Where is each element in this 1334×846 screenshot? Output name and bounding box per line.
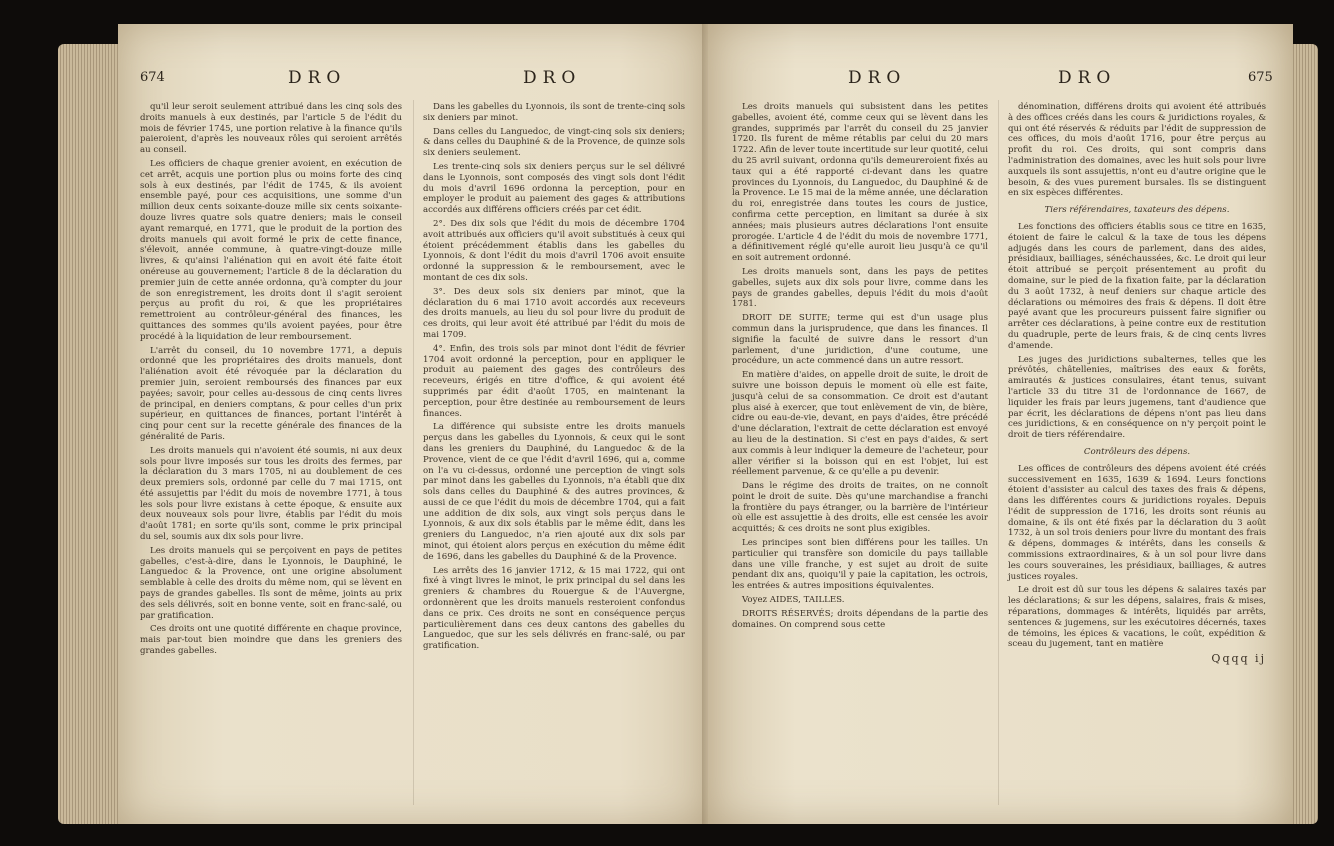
text-column — [140, 102, 402, 660]
paragraph: DROITS RÉSERVÉS; droits dépendans de la partie des domaines. On comprend sous cette — [732, 608, 988, 630]
paragraph: Voyez AIDES, TAILLES. — [742, 595, 845, 606]
open-book — [18, 14, 1318, 836]
page-number: 675 — [1248, 70, 1273, 85]
running-header: DRO — [1058, 68, 1117, 88]
paragraph: Les trente-cinq sols six deniers perçus sur le sel délivré dans le Lyonnois, sont composés des vingt sols dont l'édit du mois d'avril 1696 ordonna la perception, pour en employer le produit au paiement des gages & attributions accordés aux différens officiers créés par cet édit. — [423, 161, 685, 216]
text-column — [423, 102, 685, 655]
paragraph: La différence qui subsiste entre les droits manuels perçus dans les gabelles du Lyonnois, & ceux qui le sont dans les greniers du Dauphiné, du Languedoc & de la Provence, vient de ce que l'édit d'avril 1696, qui a, comme on l'a vu ci-dessus, ordonné une perception de vingt sols par minot dans les gabelles du Lyonnois, n'a établi que dix sols dans celles du Dauphiné & des autres provinces, & aussi de ce que l'édit du mois de décembre 1704, qui a fait une addition de dix sols, aux vingt sols perçus dans le Lyonnois, & aux dix sols établis par le même édit, dans les greniers du Languedoc, n'a rien ajouté aux dix sols par minot, qui étoient alors perçus en exécution du même édit de 1696, dans les gabelles du Dauphiné & de la Provence. — [423, 422, 685, 562]
paragraph: 2°. Des dix sols que l'édit du mois de décembre 1704 avoit attribués aux officiers qu'il avoit substitués à ceux qui étoient précédemment établis dans les gabelles du Lyonnois, & dont l'édit du mois d'avril 1706 avoit ensuite ordonné la suppression & le remboursement, avec le montant de ces dix sols. — [423, 218, 685, 283]
paragraph: Les offices de contrôleurs des dépens avoient été créés successivement en 1635, 1639 & 1694. Leurs fonctions étoient d'assister au calcul des taxes des frais & dépens, dans les différentes cours & juridictions royales. Depuis l'édit de suppression de 1716, les droits sont réunis au domaine, & ils ont été fixés par la déclaration du 3 août 1732, à un sol trois deniers pour livre du montant des frais & dépens, dommages & intérêts, dans les conseils & commissions extraordinaires, & à un sol pour livre dans les cours souveraines, les présidiaux, bailliages, & autres justices royales. — [1008, 463, 1266, 582]
paragraph: Ces droits ont une quotité différente en chaque province, mais par-tout bien moindre que dans les greniers des grandes gabelles. — [140, 624, 402, 657]
paragraph: DROIT DE SUITE; terme qui est d'un usage plus commun dans la jurisprudence, que dans les finances. Il signifie la faculté de suivre dans le ressort d'un parlement, d'une juridiction, d'une coutume, une procédure, un acte commencé dans un autre ressort. — [732, 313, 988, 367]
paragraph: Les officiers de chaque grenier avoient, en exécution de cet arrêt, acquis une portion plus ou moins forte des cinq sols à eux destinés, par l'édit de 1745, & ils avoient ensemble payé, pour ces acquisitions, une somme d'un million deux cents soixante-douze mille six cents soixante-douze livres quatre sols quatre deniers; mais le conseil ayant remarqué, en 1771, que le produit de la portion des droits manuels qui avoit formé le prix de cette finance, s'élevoit, année commune, à quatre-vingt-douze mille livres, & qu'ainsi l'aliénation qui en avoit été faite étoit onéreuse au gouvernement; l'article 8 de la déclaration du premier juin de cette année ordonna, qu'à compter du jour de son enregistrement, les droits dont il s'agit seroient perçus au profit du roi, & que les propriétaires remettroient au contrôleur-général des finances, les quittances des sommes qu'ils avoient payées, pour être procédé à la liquidation de leur remboursement. — [140, 158, 402, 342]
text-column — [732, 102, 988, 633]
paragraph: Tiers référendaires, taxateurs des dépens. — [1044, 205, 1230, 216]
paragraph: qu'il leur seroit seulement attribué dans les cinq sols des droits manuels à eux destinés, par l'article 5 de l'édit du mois de février 1745, une portion relative à la finance qu'ils paieroient, d'après les nouveaux rôles qui seroient arrêtés au conseil. — [140, 102, 402, 156]
running-header: DRO — [523, 68, 582, 88]
paragraph: 4°. Enfin, des trois sols par minot dont l'édit de février 1704 avoit ordonné la perception, pour en appliquer le produit au paiement des gages des contrôleurs des receveurs, érigés en titre d'office, & qui avoient été supprimés par édit d'août 1705, en maintenant la perception, pour être destinée au remboursement de leurs finances. — [423, 343, 685, 419]
left-page — [118, 24, 708, 824]
paragraph: Les arrêts des 16 janvier 1712, & 15 mai 1722, qui ont fixé à vingt livres le minot, le prix principal du sel dans les greniers & chambres du Rouergue & de l'Auvergne, ordonnèrent que les droits manuels resteroient confondus dans ce prix. Ces droits ne sont en conséquence perçus particulièrement dans ces deux cantons des gabelles du Languedoc, que sur les sels délivrés en franc-salé, ou par gratification. — [423, 565, 685, 652]
paragraph: Contrôleurs des dépens. — [1083, 446, 1191, 457]
paragraph: dénomination, différens droits qui avoient été attribués à des offices créés dans les cours & juridictions royales, & qui ont été réservés & réduits par l'édit de suppression de ces offices, du mois d'août 1716, pour être perçus au profit du roi. Ces droits, qui sont compris dans l'administration des domaines, avec les huit sols pour livre auxquels ils sont assujettis, n'ont eu d'autre origine que le besoin, & des vues purement bursales. Ils se distinguent en six espèces différentes. — [1008, 102, 1266, 199]
paragraph: Dans le régime des droits de traites, on ne connoît point le droit de suite. Dès qu'une marchandise a franchi la frontière du pays étranger, ou la barrière de l'intérieur où elle est assujettie à des droits, elle est censée les avoir acquittés; & ces droits ne sont plus exigibles. — [732, 481, 988, 535]
paragraph: 3°. Des deux sols six deniers par minot, que la déclaration du 6 mai 1710 avoit accordés aux receveurs des droits manuels, au lieu du sol pour livre du produit de ces droits, qui leur avoit été attribué par l'édit du mois de mai 1709. — [423, 286, 685, 340]
paragraph: Les juges des juridictions subalternes, telles que les prévôtés, châtellenies, maîtrises des eaux & forêts, amirautés & justices consulaires, étant tenus, suivant l'article 33 du titre 31 de l'ordonnance de 1667, de liquider les frais par leurs jugemens, tant d'audience que par écrit, les déclarations de dépens n'ont pas lieu dans ces juridictions, & en conséquence on n'y perçoit point le droit de tiers référendaire. — [1008, 354, 1266, 441]
paragraph: Qqqq ij — [1211, 652, 1266, 666]
paragraph: Les droits manuels sont, dans les pays de petites gabelles, sujets aux dix sols pour livre, comme dans les pays de grandes gabelles, depuis l'édit du mois d'août 1781. — [732, 266, 988, 310]
paragraph: Les droits manuels qui subsistent dans les petites gabelles, avoient été, comme ceux qui se lèvent dans les grandes, supprimés par l'arrêt du conseil du 25 janvier 1720. Ils furent de même rétablis par celui du 20 mars 1722. Afin de lever toute incertitude sur leur quotité, celui du 25 avril suivant, ordonna qu'ils demeureroient fixés au taux qui a été rapporté ci-devant dans les quatre provinces du Lyonnois, du Languedoc, du Dauphiné & de la Provence. Le 15 mai de la même année, une déclaration du roi, enregistrée dans toutes les cours de justice, confirma cette perception, en limitant sa durée à six années; mais plusieurs autres déclarations l'ont ensuite prorogée. L'article 4 de l'édit du mois de novembre 1771, a définitivement réglé qu'elle auroit lieu jusqu'à ce qu'il en soit autrement ordonné. — [732, 102, 988, 264]
paragraph: Les fonctions des officiers établis sous ce titre en 1635, étoient de faire le calcul & la taxe de tous les dépens adjugés dans les cours de parlement, dans des aides, présidiaux, bailliages, sénéchaussées, &c. Le droit qui leur étoit attribué se perçoit présentement au profit du domaine, sur le pied de la fixation faite, par la déclaration du 3 août 1732, à neuf deniers sur chaque article des déclarations ou mémoires des frais & dépens. Il doit être payé avant que les procureurs puissent faire signifier ou arrêter ces déclarations, à peine contre eux de restitution du quadruple, perte de leurs frais, & de cinq cents livres d'amende. — [1008, 221, 1266, 351]
paragraph: Le droit est dû sur tous les dépens & salaires taxés par les déclarations; & sur les dépens, salaires, frais & mises, réparations, dommages & intérêts, liquidés par arrêts, sentences & jugemens, sur les exécutoires décernés, taxes de témoins, les épices & vacations, le coût, expédition & sceau du jugement, tant en matière — [1008, 585, 1266, 650]
paragraph: En matière d'aides, on appelle droit de suite, le droit de suivre une boisson depuis le moment où elle est faite, jusqu'à celui de sa consommation. Ce droit est d'autant plus aisé à exercer, que tout enlèvement de vin, de bière, cidre ou eau-de-vie, devant, en pays d'aides, être précédé d'une déclaration, l'extrait de cette déclaration est envoyé au lieu de la destination. Si c'est en pays d'aides, & sert aux commis à leur indiquer la demeure de l'acheteur, pour aller vérifier si la boisson qui en est l'objet, lui est réellement parvenue, & ce qu'elle a pu devenir. — [732, 370, 988, 478]
paragraph: Les droits manuels qui n'avoient été soumis, ni aux deux sols pour livre imposés sur tous les droits des fermes, par la déclaration du 3 mars 1705, ni au doublement de ces deux premiers sols, ordonné par celle du 7 mai 1715, ont été assujettis par l'édit du mois de novembre 1771, à tous les sols pour livre existans à cette époque, & ensuite aux deux nouveaux sols pour livre, établis par l'édit du mois d'août 1781; en sorte qu'ils sont, comme le prix principal du sel, soumis aux dix sols pour livre. — [140, 445, 402, 543]
paragraph: L'arrêt du conseil, du 10 novembre 1771, a depuis ordonné que les propriétaires des droits manuels, dont l'aliénation avoit été révoquée par la déclaration du premier juin, seroient remboursés des finances par eux payées; savoir, pour celles au-dessous de cinq cents livres de principal, en deniers comptans, & pour celles d'un prix supérieur, en quittances de finances, portant l'intérêt à cinq pour cent sur la recette générale des finances de la généralité de Paris. — [140, 345, 402, 442]
running-header: DRO — [288, 68, 347, 88]
paragraph: Dans celles du Languedoc, de vingt-cinq sols six deniers; & dans celles du Dauphiné & de la Provence, de quinze sols six deniers seulement. — [423, 126, 685, 159]
page-number: 674 — [140, 70, 165, 85]
paragraph: Les droits manuels qui se perçoivent en pays de petites gabelles, c'est-à-dire, dans le Lyonnois, le Dauphiné, le Languedoc & la Provence, ont une origine absolument semblable à celle des droits du même nom, qui se lèvent en pays de grandes gabelles. Ils sont de même, joints au prix des sels délivrés, soit en bonne vente, soit en franc-salé, ou par gratification. — [140, 545, 402, 621]
paragraph: Dans les gabelles du Lyonnois, ils sont de trente-cinq sols six deniers par minot. — [423, 102, 685, 123]
running-header: DRO — [848, 68, 907, 88]
column-divider — [998, 100, 999, 805]
text-column — [1008, 102, 1266, 668]
column-divider — [413, 100, 414, 805]
paragraph: Les principes sont bien différens pour les tailles. Un particulier qui transfère son domicile du pays taillable dans une ville franche, y est sujet au droit de suite pendant dix ans, quoiqu'il y paie la capitation, les octrois, les entrées & autres impositions équivalentes. — [732, 538, 988, 592]
right-page — [708, 24, 1293, 824]
